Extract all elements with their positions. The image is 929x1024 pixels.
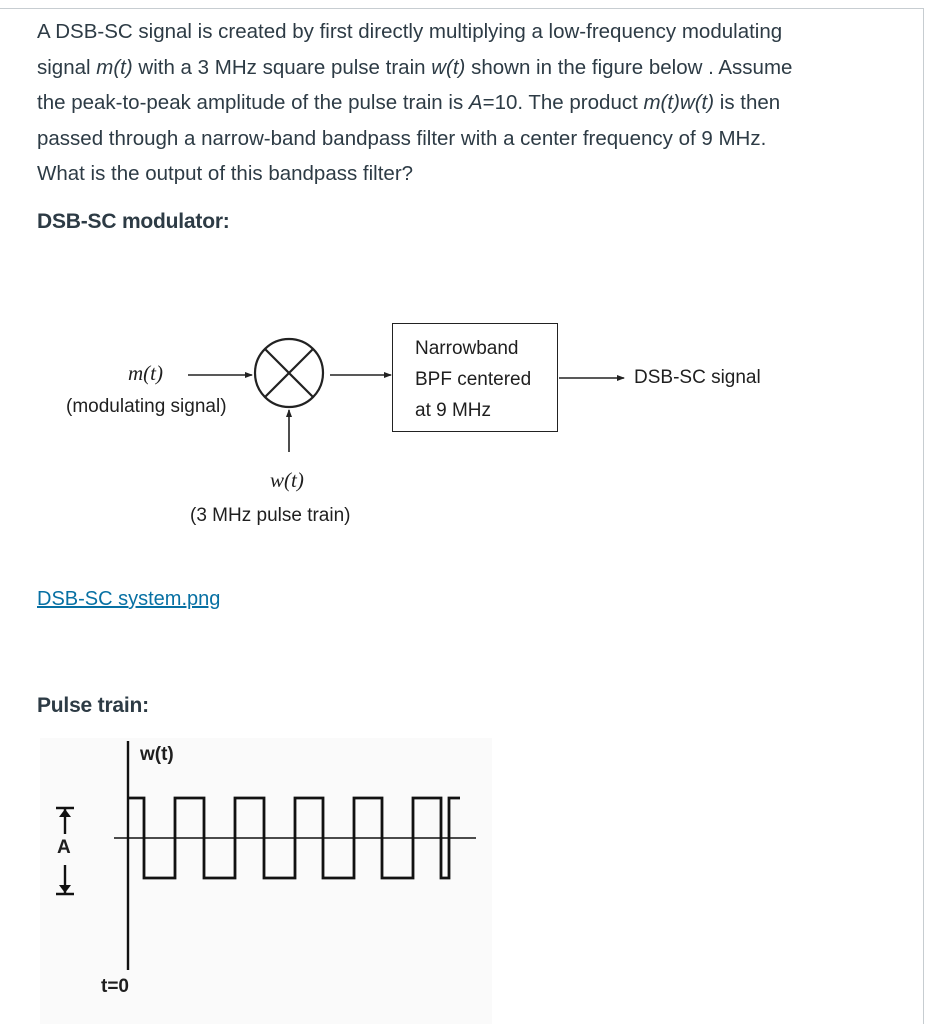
problem-line-5: What is the output of this bandpass filter? (37, 162, 414, 185)
pulse-train-figure (40, 738, 492, 1024)
pulse-axis-label: w(t) (140, 744, 174, 765)
input-description: (modulating signal) (66, 396, 227, 417)
bpf-line-2: BPF centered (415, 369, 532, 390)
modulator-heading: DSB-SC modulator: (37, 210, 230, 233)
bpf-line-1: Narrowband (415, 338, 519, 359)
carrier-symbol: w(t) (270, 468, 304, 492)
input-symbol: m(t) (128, 361, 163, 385)
image-file-link[interactable]: DSB-SC system.png (37, 588, 221, 610)
block-diagram (0, 300, 924, 550)
output-label: DSB-SC signal (634, 367, 761, 388)
bandpass-filter-block (392, 323, 558, 432)
bpf-line-3: at 9 MHz (415, 400, 492, 421)
amplitude-label: A (57, 837, 71, 858)
pulse-train-heading: Pulse train: (37, 694, 149, 717)
carrier-description: (3 MHz pulse train) (190, 505, 351, 526)
problem-statement (37, 14, 897, 192)
problem-line-4: passed through a narrow-band bandpass filter with a center frequency of 9 MHz. (37, 126, 767, 150)
time-zero-label: t=0 (101, 976, 129, 997)
problem-line-1: A DSB-SC signal is created by first directly multiplying a low-frequency modulating (37, 20, 783, 43)
problem-line-2: signal m(t) with a 3 MHz square pulse train w(t) shown in the figure below . Assume (37, 55, 793, 79)
problem-line-3: the peak-to-peak amplitude of the pulse train is A=10. The product m(t)w(t) is then (37, 91, 781, 114)
multiplier-symbol (255, 339, 323, 407)
